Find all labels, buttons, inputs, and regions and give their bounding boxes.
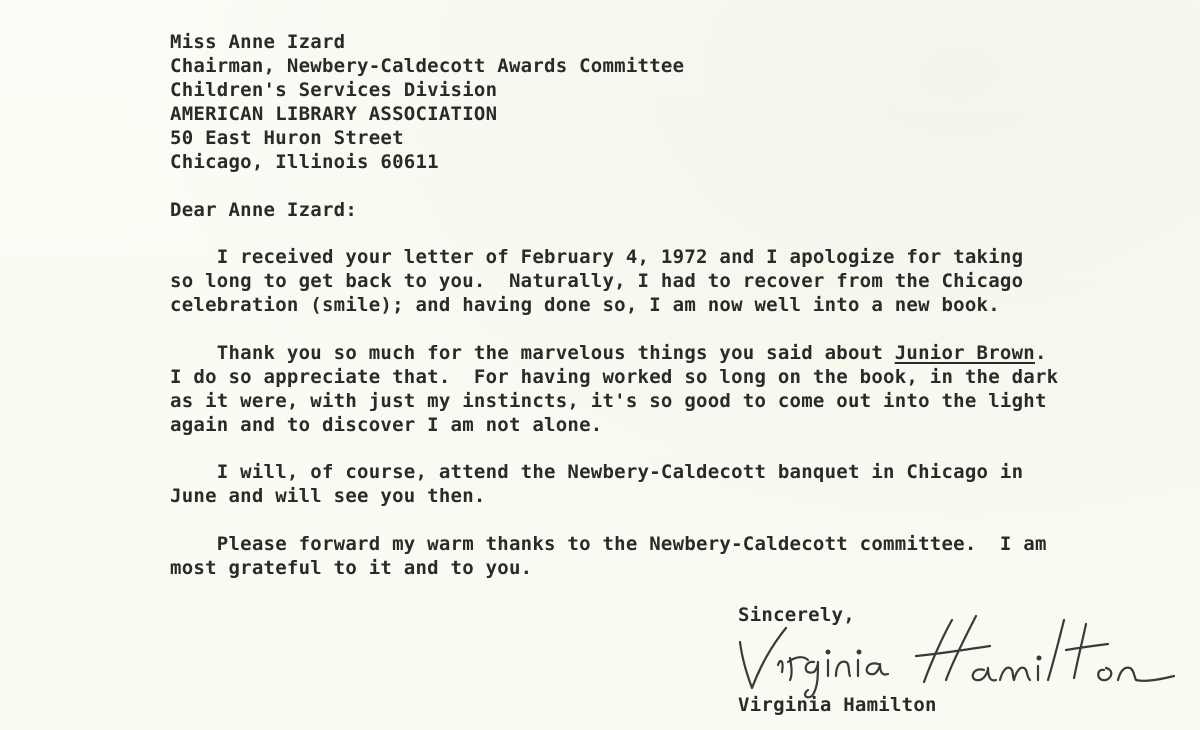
paragraph-1-line-2: so long to get back to you. Naturally, I had to recover from the Chicago	[170, 270, 1024, 292]
handwritten-signature	[718, 610, 1188, 700]
salutation: Dear Anne Izard:	[170, 199, 358, 221]
paragraph-3-line-1: I will, of course, attend the Newbery-Caldecott banquet in Chicago in	[170, 461, 1024, 483]
paragraph-2-suffix: .	[1035, 342, 1047, 364]
recipient-division: Children's Services Division	[170, 79, 498, 101]
paragraph-1-line-1: I received your letter of February 4, 1972 and I apologize for taking	[170, 246, 1024, 268]
closing: Sincerely,	[738, 604, 855, 626]
recipient-title: Chairman, Newbery-Caldecott Awards Committee	[170, 55, 685, 77]
paragraph-1-line-3: celebration (smile); and having done so, I am now well into a new book.	[170, 294, 1000, 316]
recipient-name: Miss Anne Izard	[170, 31, 346, 53]
typed-name: Virginia Hamilton	[738, 694, 937, 716]
paragraph-2-line-4: again and to discover I am not alone.	[170, 414, 603, 436]
paragraph-2-line-2: I do so appreciate that. For having worked so long on the book, in the dark	[170, 366, 1059, 388]
paragraph-4-line-2: most grateful to it and to you.	[170, 557, 533, 579]
paragraph-3-line-2: June and will see you then.	[170, 485, 486, 507]
book-title: Junior Brown	[894, 342, 1035, 364]
recipient-street: 50 East Huron Street	[170, 127, 404, 149]
recipient-city: Chicago, Illinois 60611	[170, 151, 439, 173]
paragraph-2-line-1	[170, 341, 1047, 365]
paragraph-2-prefix: Thank you so much for the marvelous things you said about	[170, 342, 895, 364]
paragraph-2-line-3: as it were, with just my instincts, it's so good to come out into the light	[170, 390, 1047, 412]
paragraph-4-line-1: Please forward my warm thanks to the Newbery-Caldecott committee. I am	[170, 533, 1047, 555]
recipient-organization: AMERICAN LIBRARY ASSOCIATION	[170, 103, 498, 125]
